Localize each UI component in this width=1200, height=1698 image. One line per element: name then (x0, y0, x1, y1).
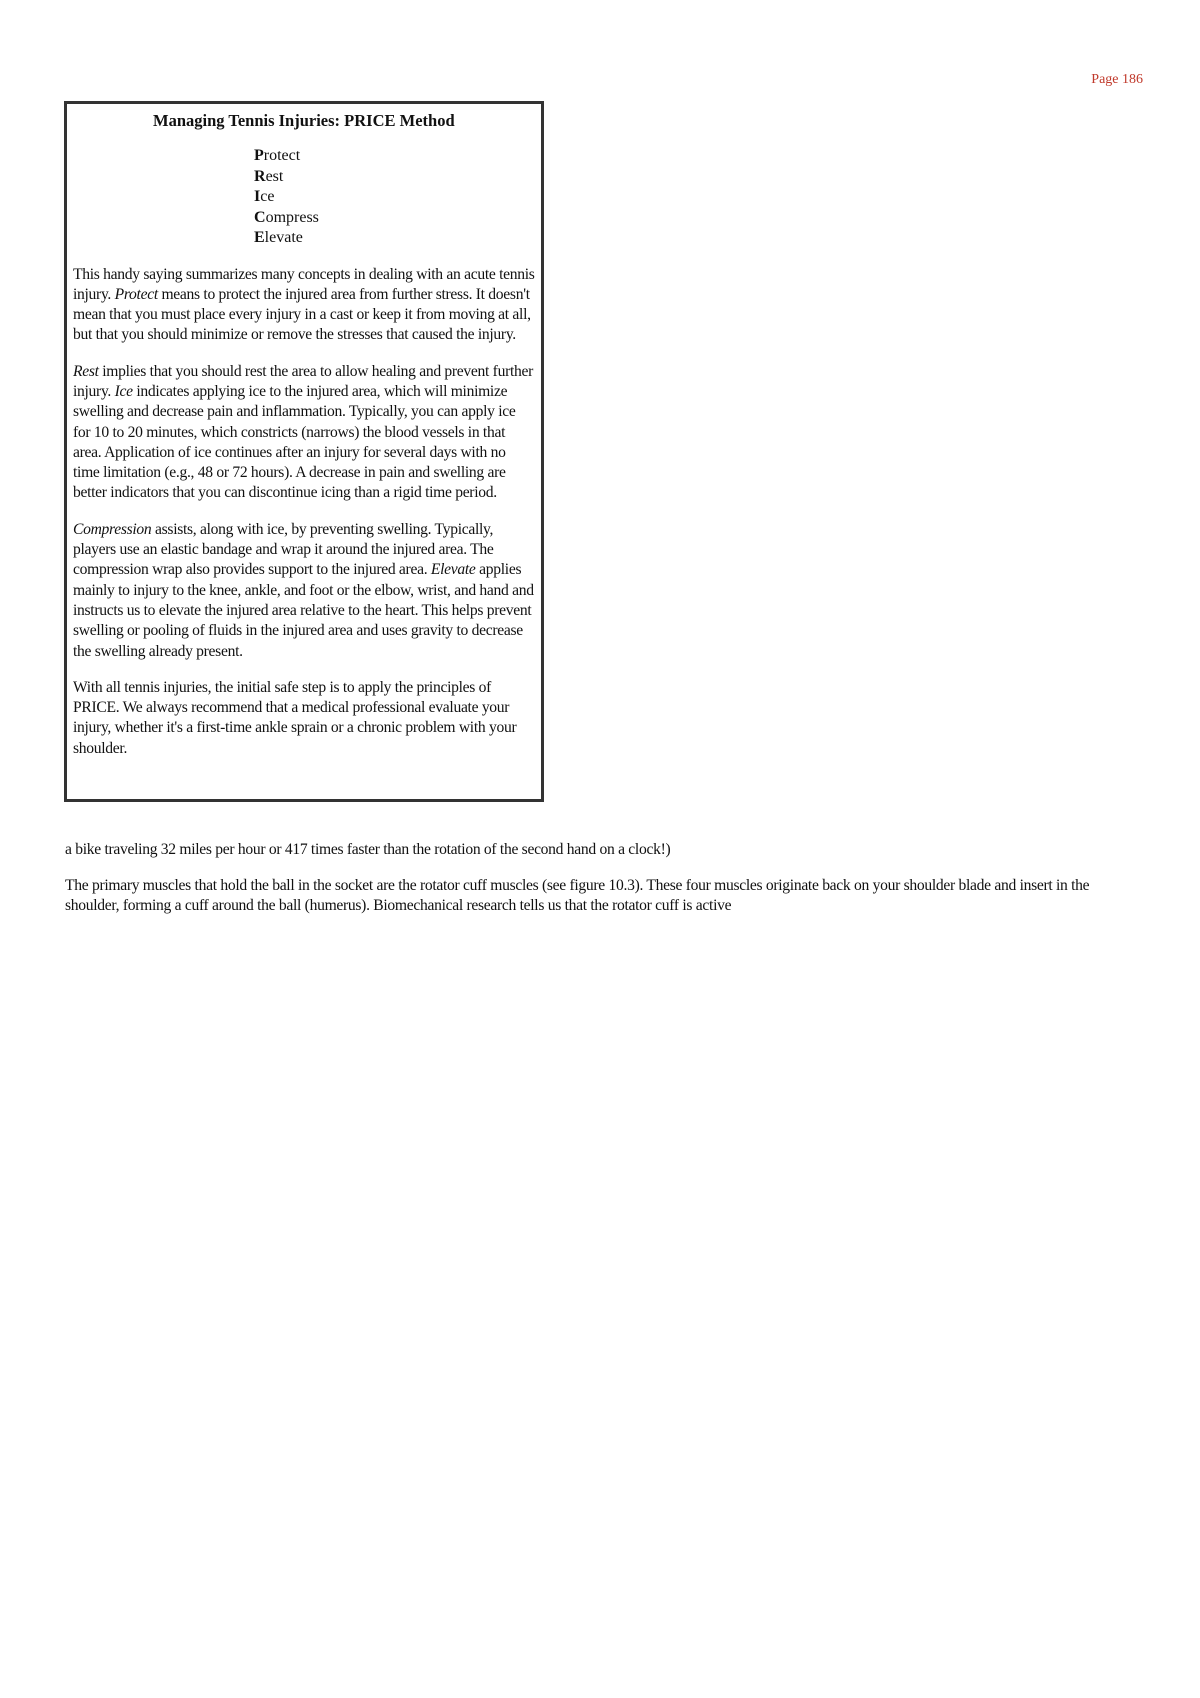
acronym-item-elevate: Elevate (254, 229, 303, 246)
sidebar-paragraph-protect: This handy saying summarizes many concepts in dealing with an acute tennis injury. Protect means to protect the injured area from further stress. It doesn't mean that you must place every injury in a cast or keep it from moving at all, but that you should minimize or remove the stresses that caused the injury. (73, 265, 535, 344)
price-sidebar-box (64, 101, 544, 802)
body-paragraph-1: a bike traveling 32 miles per hour or 417 times faster than the rotation of the second hand on a clock!) (65, 841, 671, 858)
sidebar-paragraph-summary: With all tennis injuries, the initial safe step is to apply the principles of PRICE. We always recommend that a medical professional evaluate your injury, whether it's a first-time ankle sprain or a chronic problem with your shoulder. (73, 678, 517, 757)
acronym-item-ice: Ice (254, 188, 275, 205)
sidebar-paragraph-compress-elevate: Compression assists, along with ice, by preventing swelling. Typically, players use an elastic bandage and wrap it around the injured area. The compression wrap also provides support to the injured area. Elevate applies mainly to injury to the knee, ankle, and foot or the elbow, wrist, and hand and instructs us to elevate the injured area relative to the heart. This helps prevent swelling or pooling of fluids in the injured area and uses gravity to decrease the swelling already present. (73, 520, 534, 660)
price-acronym-list (254, 146, 535, 249)
sidebar-title: Managing Tennis Injuries: PRICE Method (153, 111, 455, 130)
acronym-item-rest: Rest (254, 167, 284, 185)
acronym-item-compress: Compress (254, 208, 319, 226)
page-number: Page 186 (1091, 72, 1143, 87)
acronym-item-protect: Protect (254, 147, 301, 164)
body-paragraph-2: The primary muscles that hold the ball in the socket are the rotator cuff muscles (see figure 10.3). These four muscles originate back on your shoulder blade and insert in the shoulder, forming a cuff around the ball (humerus). Biomechanical research tells us that the rotator cuff is active (65, 877, 1090, 915)
sidebar-paragraph-rest-ice: Rest implies that you should rest the area to allow healing and prevent further injury. Ice indicates applying ice to the injured area, which will minimize swelling and decrease pain and inflammation. Typically, you can apply ice for 10 to 20 minutes, which constricts (narrows) the blood vessels in that area. Application of ice continues after an injury for several days with no time limitation (e.g., 48 or 72 hours). A decrease in pain and swelling are better indicators that you can discontinue icing than a rigid time period. (73, 362, 534, 502)
